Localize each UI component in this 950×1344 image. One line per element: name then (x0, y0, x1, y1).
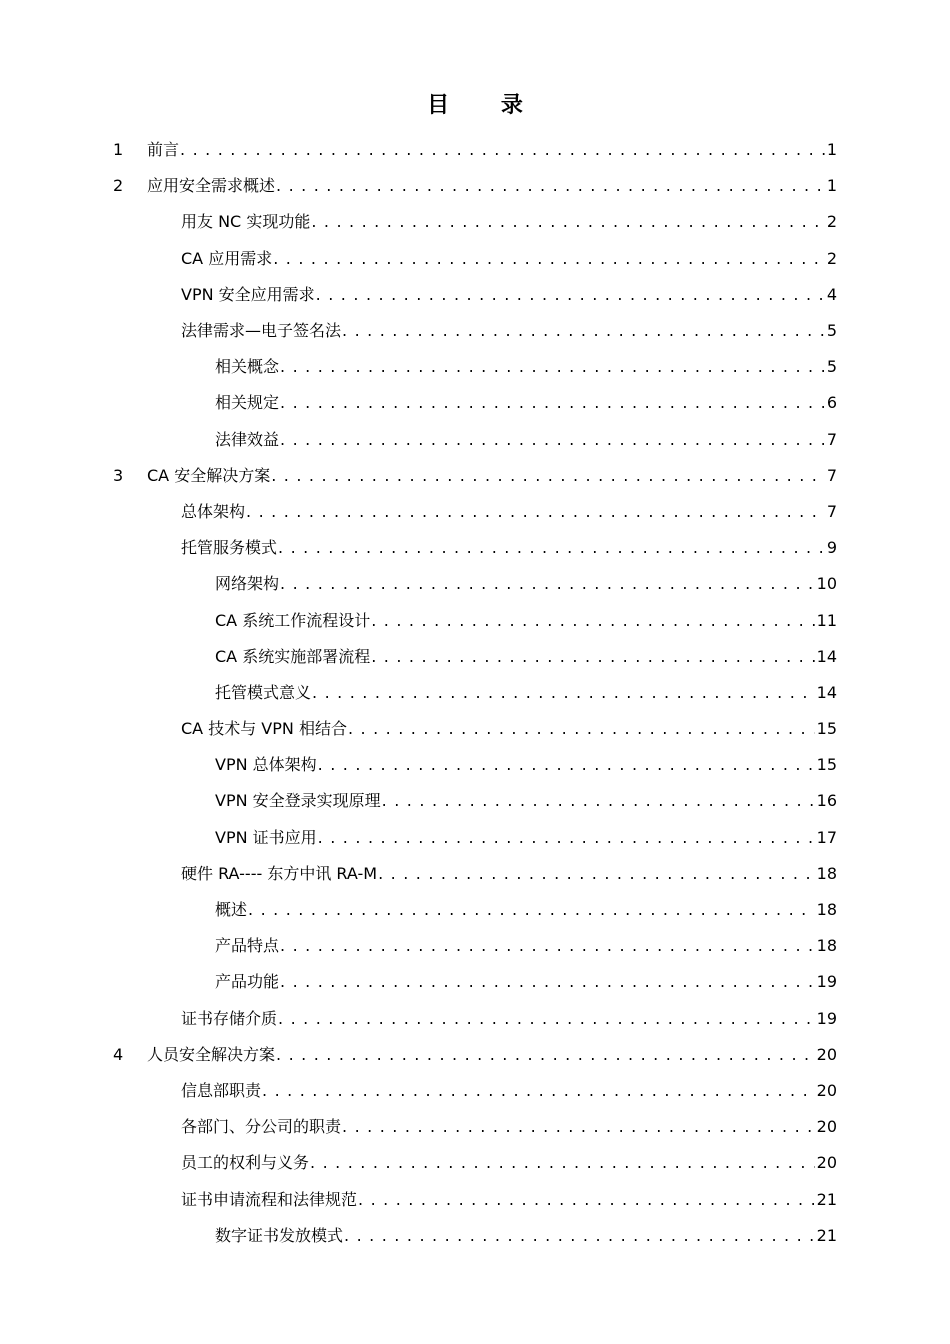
toc-dot-leader (358, 1190, 815, 1210)
toc-entry-title: VPN 证书应用 (215, 827, 317, 847)
toc-entry-page-number: 11 (816, 610, 837, 630)
toc-entry-page-number: 18 (816, 900, 837, 920)
toc-dot-leader (280, 972, 815, 992)
toc-entry[interactable] (0, 820, 950, 856)
toc-entry[interactable] (0, 928, 950, 964)
toc-entry-page-number: 10 (816, 574, 837, 594)
toc-entry[interactable] (0, 313, 950, 349)
toc-dot-leader (382, 791, 815, 811)
toc-entry[interactable] (0, 783, 950, 819)
toc-entry-page-number: 1 (826, 176, 837, 196)
toc-dot-leader (280, 430, 825, 450)
toc-dot-leader (378, 864, 815, 884)
toc-entry-page-number: 1 (826, 140, 837, 160)
toc-entry-title: 数字证书发放模式 (215, 1225, 344, 1245)
toc-entry-page-number: 20 (816, 1117, 837, 1137)
toc-entry-title: VPN 安全应用需求 (181, 284, 315, 304)
toc-entry-title: 各部门、分公司的职责 (181, 1117, 342, 1137)
toc-entry-page-number: 14 (816, 646, 837, 666)
toc-entry-page-number: 7 (826, 501, 837, 521)
toc-entry[interactable] (0, 1001, 950, 1037)
toc-entry-title: 法律效益 (215, 429, 280, 449)
toc-dot-leader (311, 212, 824, 232)
toc-entry-page-number: 2 (826, 212, 837, 232)
toc-entry-title: 人员安全解决方案 (147, 1044, 276, 1064)
toc-entry-title: CA 系统工作流程设计 (215, 610, 371, 630)
toc-entry-title: 产品功能 (215, 972, 280, 992)
toc-entry[interactable] (0, 422, 950, 458)
toc-dot-leader (276, 1045, 815, 1065)
toc-entry[interactable] (0, 675, 950, 711)
toc-entry-title: CA 应用需求 (181, 248, 273, 268)
toc-dot-leader (342, 1117, 815, 1137)
toc-entry-title: 证书申请流程和法律规范 (181, 1189, 358, 1209)
toc-dot-leader (278, 538, 825, 558)
toc-entry[interactable] (0, 530, 950, 566)
toc-entry-page-number: 18 (816, 936, 837, 956)
toc-dot-leader (318, 828, 815, 848)
toc-entry-page-number: 7 (826, 465, 837, 485)
toc-entry-page-number: 20 (816, 1153, 837, 1173)
toc-entry[interactable] (0, 385, 950, 421)
toc-dot-leader (344, 1226, 815, 1246)
toc-entry-page-number: 7 (826, 429, 837, 449)
page-title: 目 录 (427, 93, 545, 118)
toc-entry[interactable] (0, 1037, 950, 1073)
toc-entry[interactable] (0, 494, 950, 530)
toc-entry[interactable] (0, 241, 950, 277)
toc-entry[interactable] (0, 1109, 950, 1145)
toc-entry-title: 产品特点 (215, 936, 280, 956)
toc-entry-page-number: 5 (826, 321, 837, 341)
table-of-contents (0, 132, 950, 1254)
toc-entry-page-number: 15 (816, 719, 837, 739)
toc-entry-title: 相关概念 (215, 357, 280, 377)
toc-entry-title: VPN 安全登录实现原理 (215, 791, 381, 811)
toc-entry-title: 应用安全需求概述 (147, 176, 276, 196)
toc-dot-leader (348, 719, 815, 739)
toc-entry-page-number: 21 (816, 1189, 837, 1209)
toc-entry[interactable] (0, 1073, 950, 1109)
toc-dot-leader (371, 611, 814, 631)
toc-entry-page-number: 2 (826, 248, 837, 268)
toc-dot-leader (262, 1081, 815, 1101)
toc-entry-page-number: 6 (826, 393, 837, 413)
toc-entry-page-number: 9 (826, 538, 837, 558)
toc-dot-leader (280, 936, 815, 956)
toc-dot-leader (246, 502, 825, 522)
toc-dot-leader (271, 466, 825, 486)
toc-entry[interactable] (0, 277, 950, 313)
toc-entry-title: 托管模式意义 (215, 682, 312, 702)
toc-entry-page-number: 5 (826, 357, 837, 377)
toc-entry-page-number: 4 (826, 284, 837, 304)
toc-entry[interactable] (0, 458, 950, 494)
toc-entry[interactable] (0, 204, 950, 240)
toc-entry-title: VPN 总体架构 (215, 755, 317, 775)
toc-entry-page-number: 18 (816, 863, 837, 883)
toc-entry-number: 2 (113, 176, 124, 196)
toc-entry-title: 托管服务模式 (181, 538, 278, 558)
toc-dot-leader (280, 357, 825, 377)
toc-entry-page-number: 16 (816, 791, 837, 811)
toc-entry-title: 硬件 RA---- 东方中讯 RA-M (181, 863, 378, 883)
toc-dot-leader (280, 574, 815, 594)
toc-entry[interactable] (0, 1218, 950, 1254)
toc-entry-title: 前言 (147, 140, 180, 160)
toc-dot-leader (276, 176, 825, 196)
toc-entry[interactable] (0, 602, 950, 638)
toc-entry-page-number: 19 (816, 1008, 837, 1028)
toc-entry-title: CA 安全解决方案 (147, 465, 271, 485)
toc-dot-leader (310, 1153, 815, 1173)
toc-dot-leader (342, 321, 825, 341)
toc-entry-title: 证书存储介质 (181, 1008, 278, 1028)
toc-entry[interactable] (0, 747, 950, 783)
toc-entry-page-number: 20 (816, 1080, 837, 1100)
toc-dot-leader (280, 393, 825, 413)
toc-entry-title: 员工的权利与义务 (181, 1153, 310, 1173)
toc-entry[interactable] (0, 349, 950, 385)
toc-entry[interactable] (0, 132, 950, 168)
toc-entry-page-number: 20 (816, 1044, 837, 1064)
toc-entry-number: 3 (113, 465, 124, 485)
toc-dot-leader (312, 683, 815, 703)
toc-entry-number: 1 (113, 140, 124, 160)
toc-entry-page-number: 21 (816, 1225, 837, 1245)
toc-entry[interactable] (0, 892, 950, 928)
toc-entry-title: 总体架构 (181, 501, 246, 521)
toc-entry-title: 用友 NC 实现功能 (181, 212, 311, 232)
toc-entry[interactable] (0, 168, 950, 204)
toc-dot-leader (248, 900, 815, 920)
toc-entry-title: 相关规定 (215, 393, 280, 413)
toc-entry[interactable] (0, 964, 950, 1000)
toc-entry-number: 4 (113, 1044, 124, 1064)
toc-entry[interactable] (0, 1145, 950, 1181)
toc-entry-title: 网络架构 (215, 574, 280, 594)
toc-dot-leader (316, 285, 825, 305)
toc-entry-page-number: 14 (816, 682, 837, 702)
toc-entry[interactable] (0, 566, 950, 602)
toc-entry-page-number: 17 (816, 827, 837, 847)
toc-entry-page-number: 15 (816, 755, 837, 775)
toc-entry-title: 概述 (215, 900, 248, 920)
toc-dot-leader (318, 755, 815, 775)
toc-entry[interactable] (0, 711, 950, 747)
toc-entry-title: 法律需求—电子签名法 (181, 321, 342, 341)
toc-dot-leader (371, 647, 814, 667)
toc-dot-leader (278, 1009, 815, 1029)
toc-entry-title: 信息部职责 (181, 1080, 262, 1100)
toc-entry-title: CA 系统实施部署流程 (215, 646, 371, 666)
toc-entry-page-number: 19 (816, 972, 837, 992)
toc-entry-title: CA 技术与 VPN 相结合 (181, 719, 347, 739)
toc-dot-leader (273, 249, 825, 269)
toc-entry[interactable] (0, 639, 950, 675)
toc-entry[interactable] (0, 856, 950, 892)
toc-dot-leader (180, 140, 825, 160)
toc-entry[interactable] (0, 1181, 950, 1217)
